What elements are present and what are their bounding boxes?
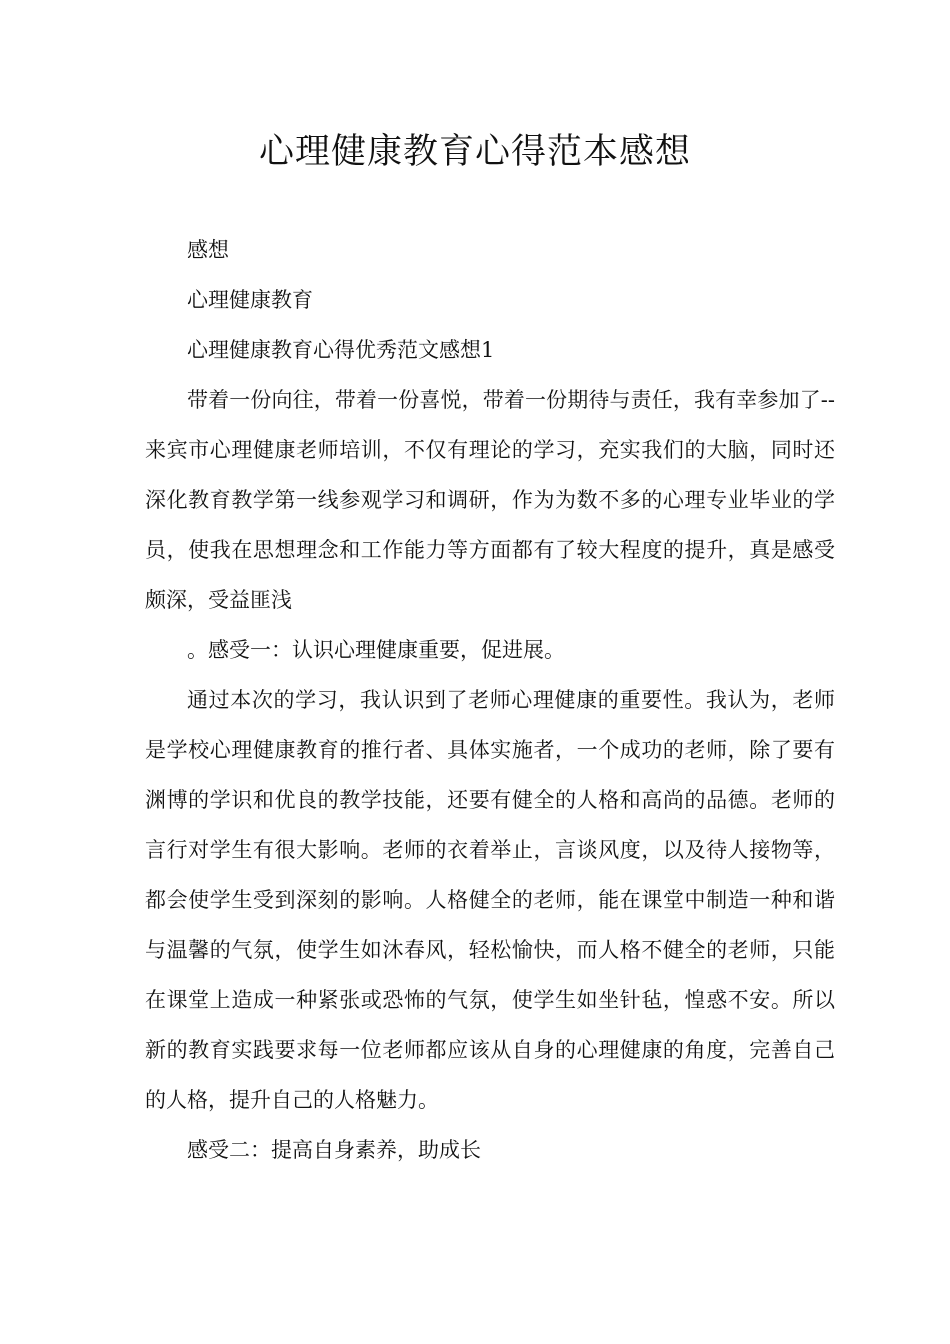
paragraph-intro: 带着一份向往，带着一份喜悦，带着一份期待与责任，我有幸参加了--来宾市心理健康老师培训，不仅有理论的学习，充实我们的大脑，同时还深化教育教学第一线参观学习和调研，作为为数不多的心理专业毕业的学员，使我在思想理念和工作能力等方面都有了较大程度的提升，真是感受颇深，受益匪浅 [145,388,835,612]
paragraph-feeling-two-heading: 感受二：提高自身素养，助成长 [187,1138,481,1162]
paragraph-feeling-one-heading: 。感受一：认识心理健康重要，促进展。 [187,638,565,662]
paragraph-heading-ganxiang: 感想 [187,238,229,262]
paragraph-heading-topic: 心理健康教育 [187,288,313,312]
paragraph-heading-essay: 心理健康教育心得优秀范文感想1 [187,338,495,362]
paragraph-feeling-one-body: 通过本次的学习，我认识到了老师心理健康的重要性。我认为，老师是学校心理健康教育的推行者、具体实施者，一个成功的老师，除了要有渊博的学识和优良的教学技能，还要有健全的人格和高尚的品德。老师的言行对学生有很大影响。老师的衣着举止，言谈风度，以及待人接物等，都会使学生受到深刻的影响。人格健全的老师，能在课堂中制造一种和谐与温馨的气氛，使学生如沐春风，轻松愉快，而人格不健全的老师，只能在课堂上造成一种紧张或恐怖的气氛，使学生如坐针毡，惶惑不安。所以新的教育实践要求每一位老师都应该从自身的心理健康的角度，完善自己的人格，提升自己的人格魅力。 [145,688,835,1112]
document-title: 心理健康教育心得范本感想 [258,132,691,172]
document-body [145,225,835,1175]
